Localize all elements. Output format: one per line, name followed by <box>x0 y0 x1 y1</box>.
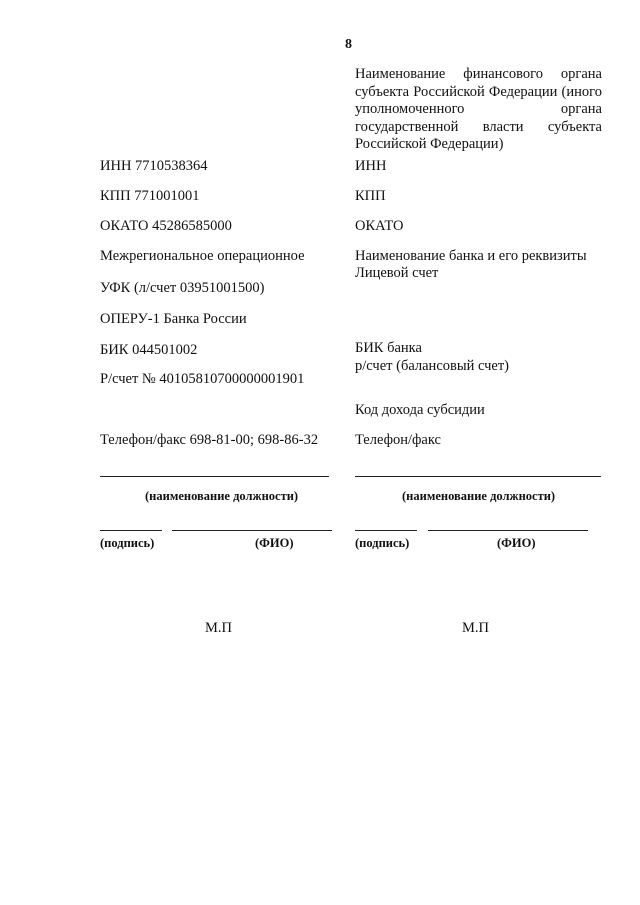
left-bank-line2: УФК (л/счет 03951001500) <box>100 280 265 296</box>
right-inn: ИНН <box>355 158 387 174</box>
right-balance-account: р/счет (балансовый счет) <box>355 358 510 374</box>
right-stamp-placeholder: М.П <box>462 620 489 636</box>
left-fio-line <box>172 530 332 531</box>
left-signature-line <box>100 530 162 531</box>
left-bik: БИК 044501002 <box>100 342 198 358</box>
left-position-caption: (наименование должности) <box>145 489 299 503</box>
right-signature-caption: (подпись) <box>355 536 410 550</box>
right-okato: ОКАТО <box>355 218 404 234</box>
left-stamp-placeholder: М.П <box>205 620 232 636</box>
left-account: Р/счет № 40105810700000001901 <box>100 371 305 387</box>
right-income-code: Код дохода субсидии <box>355 402 485 418</box>
right-signature-line <box>355 530 417 531</box>
financial-authority-heading: Наименование финансового органа субъекта Российской Федерации (иного уполномоченного органа государственной власти субъекта Российской Федерации) <box>355 66 602 152</box>
right-bank-requisites: Наименование банка и его реквизиты <box>355 248 587 264</box>
left-phone: Телефон/факс 698-81-00; 698-86-32 <box>100 432 319 448</box>
right-fio-line <box>428 530 588 531</box>
right-bik: БИК банка <box>355 340 422 356</box>
left-okato: ОКАТО 45286585000 <box>100 218 232 234</box>
right-kpp: КПП <box>355 188 386 204</box>
right-personal-account: Лицевой счет <box>355 265 439 281</box>
left-bank-line3: ОПЕРУ-1 Банка России <box>100 311 247 327</box>
page-number: 8 <box>345 37 352 52</box>
right-phone: Телефон/факс <box>355 432 441 448</box>
left-kpp: КПП 771001001 <box>100 188 200 204</box>
right-position-caption: (наименование должности) <box>402 489 556 503</box>
left-signature-caption: (подпись) <box>100 536 155 550</box>
left-inn: ИНН 7710538364 <box>100 158 208 174</box>
left-position-line <box>100 476 329 477</box>
right-position-line <box>355 476 601 477</box>
right-fio-caption: (ФИО) <box>497 536 536 550</box>
left-fio-caption: (ФИО) <box>255 536 294 550</box>
left-bank-line1: Межрегиональное операционное <box>100 248 305 264</box>
